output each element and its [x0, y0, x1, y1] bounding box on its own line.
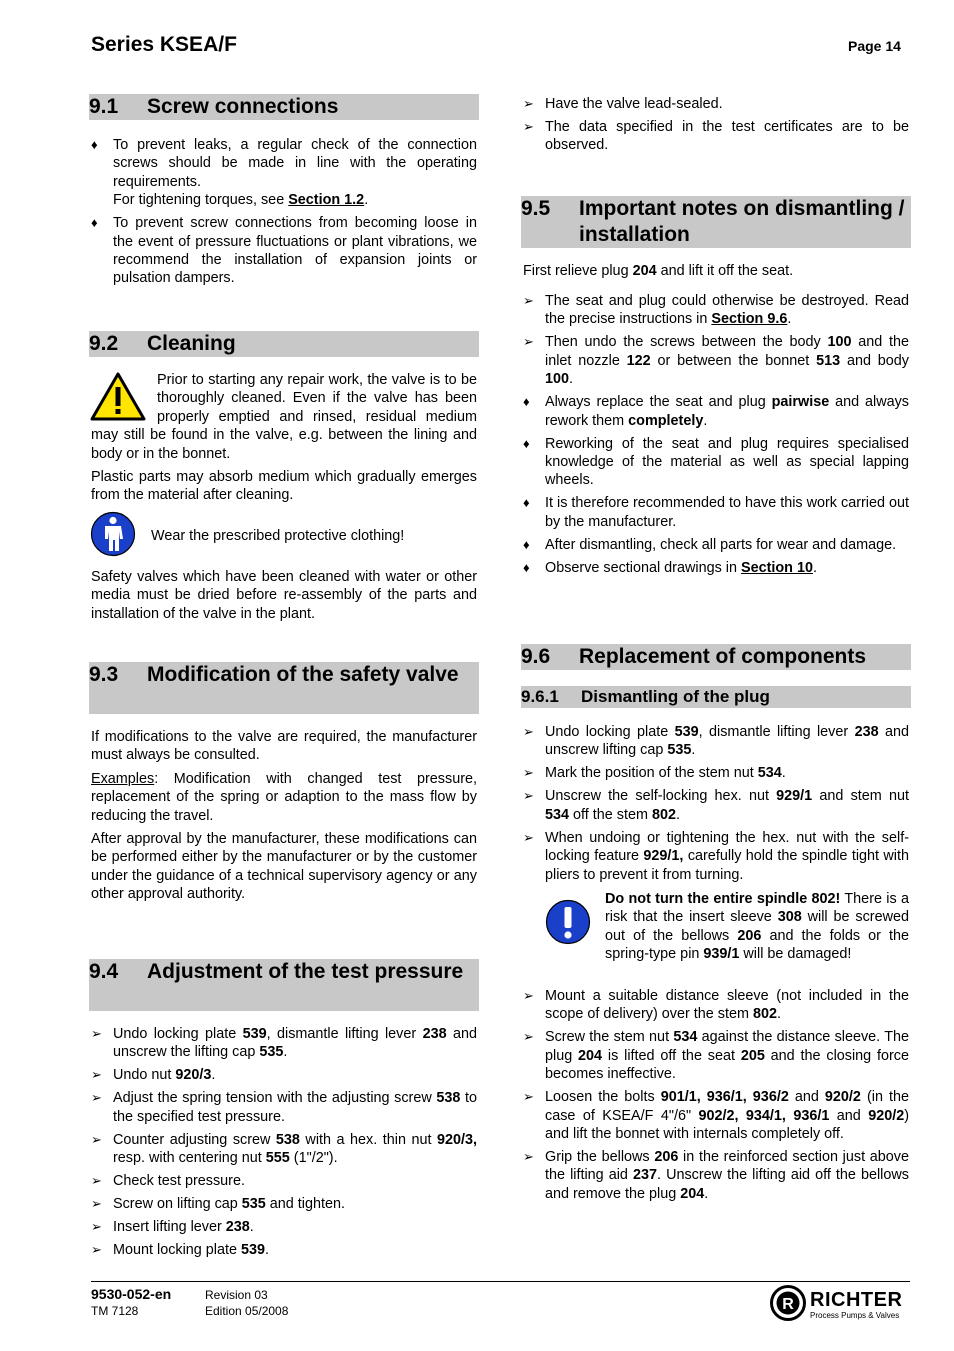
- list-item: [523, 1148, 909, 1203]
- diamond-bullet-icon: ♦: [523, 435, 530, 451]
- arrow-bullet-icon: ➢: [523, 334, 534, 350]
- item-text: For tightening torques, see: [113, 192, 289, 209]
- item-text: .: [211, 1067, 216, 1084]
- warning-title: Do not turn the entire spindle 802!: [605, 891, 841, 907]
- arrow-bullet-icon: ➢: [523, 724, 534, 739]
- item-text: Counter adjusting screw: [113, 1131, 276, 1148]
- item-text: with a hex. thin nut: [299, 1131, 437, 1148]
- part-number: 308: [777, 909, 802, 926]
- section-9-2-heading: [89, 331, 479, 357]
- list-item: [523, 559, 909, 577]
- part-number: 929/1,: [643, 848, 684, 865]
- section-9-6-heading: [521, 644, 911, 670]
- item-text: Undo locking plate: [545, 724, 675, 740]
- item-text: . Unscrew the lifting aid off the bellows and remove the plug: [545, 1167, 909, 1202]
- examples-label: Examples: [91, 771, 155, 787]
- item-text: Undo locking plate: [113, 1026, 243, 1042]
- item-text: , dismantle lifting lever: [266, 1026, 423, 1042]
- item-text: Unscrew the self-locking hex. nut: [545, 788, 777, 805]
- part-number: 535: [241, 1196, 266, 1213]
- sealing-list: [523, 95, 909, 159]
- item-text: Mount locking plate: [113, 1242, 241, 1259]
- richter-logo-mark-icon: [770, 1285, 806, 1321]
- arrow-bullet-icon: ➢: [523, 293, 534, 308]
- icon-spacer: [545, 890, 605, 946]
- item-text: After dismantling, check all parts for wear and damage.: [545, 536, 897, 553]
- item-text: and unscrew the lifting cap: [113, 1026, 477, 1061]
- paragraph-text: : Modification with changed test pressure, replacement of the spring or adaption to the mass flow by reducing the travel.: [91, 771, 477, 824]
- item-text: .: [675, 806, 680, 823]
- part-number: 901/1, 936/1, 936/2: [660, 1089, 789, 1106]
- section-9-4-heading: [89, 959, 479, 1011]
- part-number: 205: [740, 1047, 765, 1064]
- footer-divider: [91, 1281, 910, 1282]
- item-text: .: [704, 1185, 709, 1202]
- dismantling-plug-list-a: [523, 723, 909, 889]
- paragraph-text: There is a risk that the insert sleeve: [605, 891, 909, 926]
- part-number: 535: [259, 1044, 284, 1061]
- item-text: .: [691, 742, 696, 759]
- part-number: 100: [545, 371, 570, 388]
- list-item: [91, 1066, 477, 1084]
- item-text: (1"/2").: [289, 1150, 338, 1167]
- part-number: 802: [651, 806, 676, 823]
- list-item: [523, 393, 909, 430]
- item-text: and always rework them: [545, 394, 909, 429]
- list-item: [523, 435, 909, 490]
- section-number: 9.2: [89, 332, 119, 355]
- series-title: Series KSEA/F: [91, 33, 237, 56]
- subsection-9-6-1-heading: [521, 686, 911, 708]
- document-number: 9530-052-en: [91, 1286, 172, 1302]
- section-title: Adjustment of the test pressure: [147, 960, 464, 983]
- logo-wordmark: RICHTER: [810, 1289, 903, 1311]
- section-link[interactable]: Section 9.6: [711, 311, 788, 328]
- item-text: The seat and plug could otherwise be destroyed. Read the precise instructions in: [545, 293, 909, 328]
- item-text: in the reinforced section just above the lifting aid: [545, 1149, 910, 1184]
- part-number: 204: [632, 263, 657, 279]
- item-text: and the closing force becomes ineffective.: [545, 1047, 909, 1083]
- list-item: [91, 1025, 477, 1062]
- part-number: 534: [545, 806, 570, 823]
- arrow-bullet-icon: ➢: [523, 988, 534, 1003]
- item-text: The data specified in the test certificates are to be observed.: [545, 119, 909, 154]
- item-text: Then undo the screws between the body: [545, 334, 828, 351]
- paragraph-text: and lift it off the seat.: [656, 263, 794, 279]
- list-item: [91, 1131, 477, 1168]
- list-item: [91, 1218, 477, 1236]
- diamond-bullet-icon: ♦: [523, 536, 530, 552]
- item-text: Have the valve lead-sealed.: [545, 96, 723, 112]
- arrow-bullet-icon: ➢: [523, 788, 534, 804]
- part-number: 539: [242, 1026, 267, 1042]
- paragraph-text: First relieve plug: [523, 263, 633, 279]
- subsection-number: 9.6.1: [521, 687, 559, 706]
- item-text: Insert lifting lever: [113, 1219, 226, 1236]
- item-text: Mount a suitable distance sleeve (not included in the scope of delivery) over the stem: [545, 988, 909, 1023]
- list-item: [91, 1195, 477, 1213]
- paragraph-text: Prior to starting any repair work, the valve is to be thoroughly cleaned. Even if the valve has been properly emptied and rinsed, residual medium may still be found in the valve, e.g. between the lining and body or in the bonnet.: [91, 372, 477, 462]
- item-text: Mark the position of the stem nut: [545, 765, 758, 782]
- section-link[interactable]: Section 10: [740, 559, 813, 576]
- list-item: [91, 136, 477, 210]
- paragraph-text: and the folds or the spring-type pin: [605, 927, 909, 963]
- arrow-bullet-icon: ➢: [91, 1026, 102, 1041]
- item-text: to the specified test pressure.: [113, 1090, 477, 1125]
- item-text: .: [364, 192, 369, 209]
- item-text: and the inlet nozzle: [545, 334, 909, 369]
- list-item: [523, 333, 909, 388]
- item-text: .: [569, 371, 574, 388]
- section-number: 9.4: [89, 960, 119, 983]
- item-text: .: [265, 1242, 270, 1259]
- part-number: 238: [854, 724, 879, 740]
- item-text: or between the bonnet: [650, 352, 817, 369]
- diamond-bullet-icon: ♦: [523, 559, 530, 575]
- modification-paragraph-3: After approval by the manufacturer, these modifications can be performed either by the manufacturer or by the customer under the guidance of a technical supervisory agency or any other approval authority.: [91, 831, 477, 903]
- relieve-plug-paragraph: [523, 262, 909, 280]
- list-item: [91, 1089, 477, 1126]
- icon-spacer: [91, 371, 157, 423]
- item-text: and tighten.: [265, 1196, 346, 1213]
- emphasis: completely: [628, 412, 704, 429]
- section-title: Important notes on dismantling / installation: [579, 197, 905, 246]
- item-text: and unscrew lifting cap: [545, 724, 909, 759]
- list-item: [91, 1241, 477, 1259]
- diamond-bullet-icon: ♦: [91, 215, 98, 231]
- part-number: 513: [816, 352, 841, 369]
- arrow-bullet-icon: ➢: [91, 1173, 102, 1189]
- arrow-bullet-icon: ➢: [91, 1196, 102, 1212]
- item-text: Undo nut: [113, 1067, 176, 1084]
- part-number: 555: [265, 1150, 290, 1167]
- part-number: 538: [275, 1131, 300, 1148]
- part-number: 920/3: [175, 1067, 212, 1084]
- safety-valves-paragraph: Safety valves which have been cleaned with water or other media must be dried before re-assembly of the parts and installation of the valve in the plant.: [91, 569, 477, 622]
- arrow-bullet-icon: ➢: [91, 1067, 102, 1083]
- diamond-bullet-icon: ♦: [523, 495, 530, 511]
- part-number: 920/3,: [436, 1131, 477, 1148]
- item-text: .: [703, 412, 708, 429]
- part-number: 538: [436, 1090, 461, 1107]
- item-text: Check test pressure.: [113, 1173, 245, 1190]
- list-item: [523, 1088, 909, 1143]
- item-text: against the distance sleeve. The plug: [545, 1029, 909, 1064]
- item-text: is lifted off the seat: [602, 1047, 741, 1064]
- section-title: Modification of the safety valve: [147, 663, 459, 686]
- item-text: Grip the bellows: [545, 1149, 655, 1166]
- section-number: 9.1: [89, 95, 119, 118]
- item-text: (in the case of KSEA/F 4"/6": [545, 1089, 910, 1124]
- item-text: Adjust the spring tension with the adjusting screw: [113, 1090, 437, 1107]
- modification-paragraph-1: If modifications to the valve are required, the manufacturer must always be consulted.: [91, 729, 477, 764]
- part-number: 939/1: [703, 946, 740, 963]
- item-text: It is therefore recommended to have this work carried out by the manufacturer.: [545, 495, 909, 530]
- item-text: off the stem: [569, 806, 652, 823]
- section-9-3-heading: [89, 662, 479, 714]
- dismantling-notes-list: [523, 292, 909, 582]
- item-text: When undoing or tightening the hex. nut with the self-locking feature: [545, 829, 909, 865]
- item-text: .: [781, 765, 786, 782]
- part-number: 238: [422, 1026, 447, 1042]
- arrow-bullet-icon: ➢: [91, 1242, 102, 1258]
- list-item: [523, 723, 909, 760]
- subsection-title: Dismantling of the plug: [581, 687, 770, 706]
- section-title: Cleaning: [147, 332, 236, 355]
- part-number: 802: [752, 1006, 777, 1023]
- section-title: Screw connections: [147, 95, 339, 118]
- item-text: Observe sectional drawings in: [545, 559, 741, 576]
- arrow-bullet-icon: ➢: [523, 1029, 534, 1045]
- item-text: .: [283, 1044, 288, 1061]
- part-number: 206: [654, 1149, 679, 1166]
- item-text: carefully hold the spindle tight with pliers to prevent it from turning.: [545, 848, 910, 883]
- emphasis: pairwise: [771, 394, 830, 411]
- part-number: 206: [737, 927, 762, 944]
- dismantling-plug-list-b: [523, 987, 909, 1208]
- section-9-1-heading: [89, 94, 479, 120]
- logo-tagline: Process Pumps & Valves: [810, 1311, 900, 1320]
- tm-number: TM 7128: [91, 1304, 139, 1318]
- arrow-bullet-icon: ➢: [523, 119, 534, 134]
- item-text: , dismantle lifting lever: [698, 724, 855, 740]
- item-text: and stem nut: [812, 788, 909, 805]
- part-number: 920/2: [824, 1089, 861, 1106]
- item-text: Loosen the bolts: [545, 1089, 661, 1106]
- arrow-bullet-icon: ➢: [91, 1219, 102, 1235]
- item-text: .: [249, 1219, 254, 1236]
- screw-connections-list: [91, 136, 477, 292]
- list-item: [523, 95, 909, 113]
- part-number: 122: [626, 352, 651, 369]
- list-item: [91, 214, 477, 288]
- part-number: 534: [757, 765, 782, 782]
- item-text: To prevent leaks, a regular check of the connection screws should be made in line with the operating requirements.: [113, 137, 477, 190]
- item-text: and: [788, 1089, 825, 1106]
- paragraph-text: will be damaged!: [739, 946, 852, 963]
- list-item: [523, 494, 909, 531]
- list-item: [523, 764, 909, 782]
- part-number: 539: [674, 724, 699, 740]
- protective-clothing-note: Wear the prescribed protective clothing!: [151, 528, 405, 544]
- cleaning-paragraph: [91, 371, 477, 463]
- part-number: 204: [680, 1185, 705, 1202]
- part-number: 920/2: [868, 1107, 905, 1124]
- part-number: 238: [225, 1219, 250, 1236]
- edition: Edition 05/2008: [205, 1304, 289, 1318]
- list-item: [523, 292, 909, 329]
- item-text: ) and lift the bonnet with internals completely off.: [545, 1107, 909, 1143]
- logo-mark-letter: R: [782, 1296, 794, 1313]
- item-text: Always replace the seat and plug: [545, 394, 772, 411]
- revision: Revision 03: [205, 1288, 268, 1302]
- modification-paragraph-2: [91, 770, 477, 825]
- item-text: Screw the stem nut: [545, 1029, 674, 1046]
- part-number: 539: [241, 1242, 266, 1259]
- part-number: 929/1: [776, 788, 813, 805]
- section-number: 9.3: [89, 663, 119, 686]
- arrow-bullet-icon: ➢: [523, 765, 534, 781]
- list-item: [91, 1172, 477, 1190]
- page-number: Page 14: [848, 38, 901, 54]
- item-text: and body: [840, 352, 909, 369]
- item-text: Screw on lifting cap: [113, 1196, 242, 1213]
- item-text: and: [829, 1107, 869, 1124]
- item-text: resp. with centering nut: [113, 1150, 266, 1167]
- part-number: 534: [673, 1029, 698, 1046]
- part-number: 535: [667, 742, 692, 759]
- section-title: Replacement of components: [579, 645, 867, 668]
- diamond-bullet-icon: ♦: [91, 137, 98, 152]
- arrow-bullet-icon: ➢: [523, 96, 534, 111]
- list-item: [523, 787, 909, 824]
- section-number: 9.6: [521, 645, 551, 668]
- arrow-bullet-icon: ➢: [523, 829, 534, 845]
- list-item: [523, 1028, 909, 1083]
- plastic-parts-paragraph: Plastic parts may absorb medium which gradually emerges from the material after cleaning.: [91, 469, 477, 504]
- list-item: [523, 829, 909, 884]
- section-9-5-heading: [521, 196, 911, 248]
- diamond-bullet-icon: ♦: [523, 394, 530, 410]
- item-text: .: [776, 1006, 781, 1023]
- arrow-bullet-icon: ➢: [91, 1131, 102, 1147]
- arrow-bullet-icon: ➢: [91, 1090, 102, 1106]
- item-text: .: [787, 311, 792, 328]
- section-link[interactable]: Section 1.2: [288, 192, 365, 209]
- paragraph-text: will be screwed out of the bellows: [605, 909, 910, 944]
- list-item: [523, 987, 909, 1024]
- richter-logo: [770, 1284, 910, 1324]
- item-text: Reworking of the seat and plug requires specialised knowledge of the material as well as special lapping wheels.: [545, 435, 909, 489]
- item-text: .: [812, 559, 817, 576]
- list-item: [523, 118, 909, 155]
- section-number: 9.5: [521, 197, 551, 220]
- spindle-warning: [545, 890, 909, 964]
- part-number: 100: [827, 334, 852, 351]
- item-text: To prevent screw connections from becoming loose in the event of pressure fluctuations or plant vibrations, we recommend the installation of expansion joints or pulsation dampers.: [113, 215, 477, 287]
- protective-clothing-icon: [90, 511, 136, 557]
- arrow-bullet-icon: ➢: [523, 1149, 534, 1165]
- part-number: 902/2, 934/1, 936/1: [698, 1107, 830, 1124]
- part-number: 237: [633, 1167, 658, 1184]
- list-item: [523, 536, 909, 554]
- part-number: 204: [578, 1047, 603, 1064]
- test-pressure-list: [91, 1025, 477, 1264]
- arrow-bullet-icon: ➢: [523, 1089, 534, 1105]
